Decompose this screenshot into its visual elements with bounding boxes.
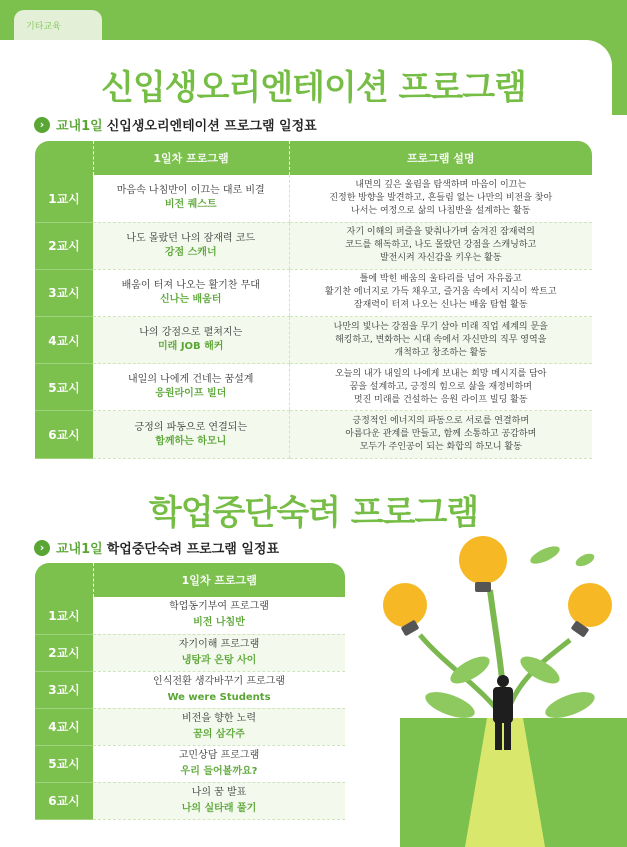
program-desc: 긍정의 파동으로 연결되는 bbox=[134, 421, 248, 433]
program-cell bbox=[93, 634, 345, 671]
program-cell bbox=[93, 269, 289, 316]
subtitle-prefix: 교내1일 bbox=[56, 542, 103, 557]
period-cell: 3교시 bbox=[35, 671, 93, 708]
category-tab[interactable]: 기타교육 bbox=[14, 10, 102, 40]
desc-line: 해킹하고, 변화하는 시대 속에서 자신만의 직무 영역을 bbox=[335, 334, 547, 345]
program-desc: 나의 강점으로 펼쳐지는 bbox=[139, 327, 243, 339]
program-desc: 자기이해 프로그램 bbox=[178, 638, 260, 650]
description-cell bbox=[289, 411, 592, 458]
desc-line: 잠재력이 터져 나오는 신나는 배움 탐험 활동 bbox=[353, 300, 528, 311]
period-cell: 6교시 bbox=[35, 782, 93, 819]
leaf-icon bbox=[422, 687, 478, 724]
period-cell: 1교시 bbox=[35, 597, 93, 634]
subtitle-text: 학업중단숙려 프로그램 일정표 bbox=[106, 542, 280, 557]
schedule-table-orientation bbox=[35, 141, 592, 459]
program-cell bbox=[93, 411, 289, 458]
header-program: 1일차 프로그램 bbox=[93, 141, 289, 175]
header-period-blank bbox=[35, 563, 93, 597]
program-cell bbox=[93, 708, 345, 745]
program-desc: 나도 몰랐던 나의 잠재력 코드 bbox=[126, 232, 256, 244]
table-row bbox=[35, 269, 592, 316]
program-desc: 나의 꿈 발표 bbox=[191, 786, 247, 798]
desc-line: 나만의 빛나는 강점을 무기 삼아 미래 직업 세계의 문을 bbox=[333, 321, 548, 332]
program-name: 우리 들어볼까요? bbox=[180, 765, 258, 777]
period-cell: 5교시 bbox=[35, 745, 93, 782]
program2-title: 학업중단숙려 프로그램 bbox=[148, 493, 479, 533]
program-cell bbox=[93, 364, 289, 411]
period-cell: 3교시 bbox=[35, 269, 93, 316]
chevron-right-icon: › bbox=[34, 117, 50, 133]
period-cell: 5교시 bbox=[35, 364, 93, 411]
table-row bbox=[35, 671, 345, 708]
table-row bbox=[35, 411, 592, 458]
program-desc: 학업동기부여 프로그램 bbox=[169, 601, 269, 613]
description-cell bbox=[289, 269, 592, 316]
program-name: 나의 실타래 풀기 bbox=[181, 802, 257, 814]
program-name: We were Students bbox=[167, 691, 271, 703]
program-name: 냉탕과 온탕 사이 bbox=[181, 654, 257, 666]
period-cell: 6교시 bbox=[35, 411, 93, 458]
program2-subtitle bbox=[34, 538, 279, 557]
description-cell bbox=[289, 175, 592, 222]
program-desc: 마음속 나침반이 이끄는 대로 비결 bbox=[116, 185, 265, 197]
header-program: 1일차 프로그램 bbox=[93, 563, 345, 597]
desc-line: 자기 이해의 퍼즐을 맞춰나가며 숨겨진 잠재력의 bbox=[346, 227, 535, 238]
desc-line: 틀에 박힌 배움의 울타리를 넘어 자유롭고 bbox=[359, 274, 522, 285]
program-cell bbox=[93, 597, 345, 634]
program-desc: 배움이 터져 나오는 활기찬 무대 bbox=[121, 279, 260, 291]
program-desc: 인식전환 생각바꾸기 프로그램 bbox=[153, 675, 285, 687]
desc-line: 코드를 해독하고, 나도 몰랐던 강점을 스캐닝하고 bbox=[345, 240, 537, 251]
program-cell bbox=[93, 745, 345, 782]
header-period-blank bbox=[35, 141, 93, 175]
desc-line: 활기찬 에너지로 가득 채우고, 즐거움 속에서 지식이 싹트고 bbox=[324, 287, 557, 298]
program-name: 비전 나침반 bbox=[193, 617, 245, 629]
table-row bbox=[35, 634, 345, 671]
lightbulb-plant-illustration bbox=[355, 530, 627, 847]
program-desc: 고민상담 프로그램 bbox=[178, 749, 260, 761]
subtitle-prefix: 교내1일 bbox=[56, 119, 103, 134]
period-cell: 1교시 bbox=[35, 175, 93, 222]
period-cell: 4교시 bbox=[35, 317, 93, 364]
desc-line: 개척하고 창조하는 활동 bbox=[394, 347, 488, 358]
desc-line: 긍정적인 에너지의 파동으로 서로를 연결하며 bbox=[352, 416, 530, 427]
desc-line: 모두가 주인공이 되는 화합의 하모니 활동 bbox=[359, 442, 522, 453]
leaf-icon bbox=[528, 543, 562, 567]
period-cell: 2교시 bbox=[35, 634, 93, 671]
table-row bbox=[35, 175, 592, 222]
program-cell bbox=[93, 175, 289, 222]
description-cell bbox=[289, 222, 592, 269]
table-row bbox=[35, 708, 345, 745]
desc-line: 나서는 여정으로 삶의 나침반을 설계하는 활동 bbox=[351, 205, 531, 216]
period-cell: 2교시 bbox=[35, 222, 93, 269]
schedule-table-dropout bbox=[35, 563, 345, 820]
table-row bbox=[35, 745, 345, 782]
period-cell: 4교시 bbox=[35, 708, 93, 745]
program-cell bbox=[93, 222, 289, 269]
program-desc: 비전을 향한 노력 bbox=[182, 712, 256, 724]
desc-line: 진정한 방향을 발견하고, 흔들림 없는 나만의 비전을 찾아 bbox=[329, 192, 553, 203]
program-name: 꿈의 삼각주 bbox=[193, 728, 245, 740]
lightbulb-icon bbox=[383, 583, 427, 636]
program-cell bbox=[93, 782, 345, 819]
description-cell bbox=[289, 317, 592, 364]
table-row bbox=[35, 364, 592, 411]
program-name: 신나는 배움터 bbox=[160, 293, 222, 305]
table-row bbox=[35, 222, 592, 269]
program-cell bbox=[93, 671, 345, 708]
subtitle-text: 신입생오리엔테이션 프로그램 일정표 bbox=[106, 119, 317, 134]
lightbulb-icon bbox=[568, 583, 612, 638]
program-name: 비전 퀘스트 bbox=[164, 199, 217, 211]
table-row bbox=[35, 782, 345, 819]
desc-line: 내면의 깊은 울림을 탐색하며 마음이 이끄는 bbox=[355, 179, 527, 190]
program-name: 함께하는 하모니 bbox=[155, 435, 227, 447]
leaf-icon bbox=[574, 551, 596, 569]
table-row bbox=[35, 317, 592, 364]
program-desc: 내일의 나에게 건네는 꿈설계 bbox=[128, 374, 254, 386]
lightbulb-icon bbox=[459, 536, 507, 592]
program-name: 미래 JOB 해커 bbox=[158, 341, 224, 353]
program-name: 강점 스캐너 bbox=[164, 246, 217, 258]
desc-line: 오늘의 내가 내일의 나에게 보내는 희망 메시지를 담아 bbox=[335, 368, 547, 379]
desc-line: 꿈을 설계하고, 긍정의 힘으로 삶을 재정비하며 bbox=[349, 381, 532, 392]
header-description: 프로그램 설명 bbox=[289, 141, 592, 175]
desc-line: 멋진 미래를 건설하는 응원 라이프 빌딩 활동 bbox=[353, 394, 528, 405]
chevron-right-icon: › bbox=[34, 540, 50, 556]
program-cell bbox=[93, 317, 289, 364]
table-row bbox=[35, 597, 345, 634]
program-name: 응원라이프 빌더 bbox=[155, 388, 227, 400]
program1-subtitle bbox=[34, 115, 317, 134]
desc-line: 발전시켜 자신감을 키우는 활동 bbox=[379, 253, 502, 264]
leaf-icon bbox=[542, 687, 598, 724]
program1-title: 신입생오리엔테이션 프로그램 bbox=[101, 68, 526, 108]
desc-line: 아름다운 관계를 만들고, 함께 소통하고 공감하며 bbox=[345, 429, 537, 440]
description-cell bbox=[289, 364, 592, 411]
